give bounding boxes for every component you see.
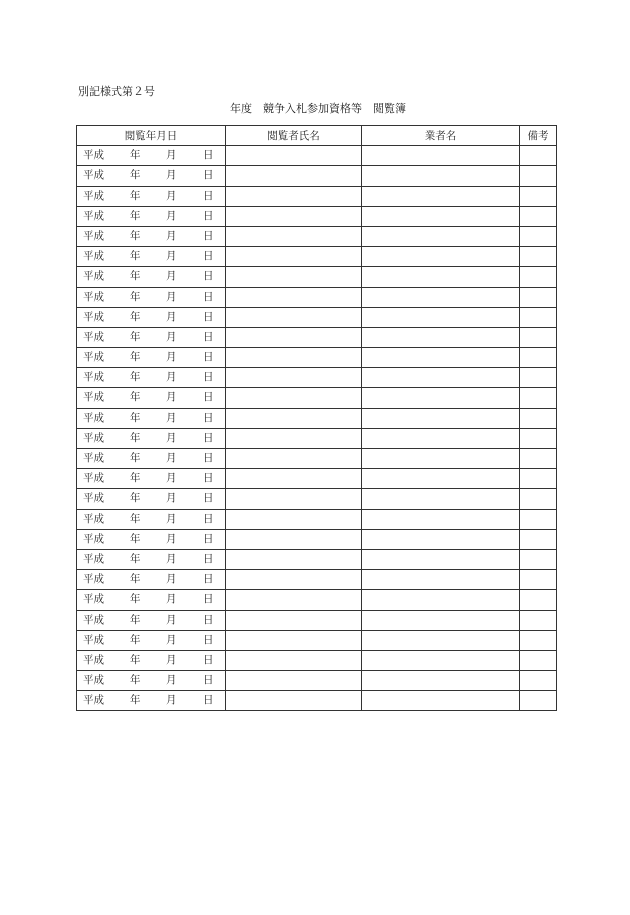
date-year-label: 年 bbox=[130, 552, 141, 565]
table-row bbox=[77, 489, 557, 509]
date-era-label: 平成 bbox=[83, 512, 104, 525]
date-month-label: 月 bbox=[166, 270, 177, 283]
company-name-cell[interactable] bbox=[362, 186, 520, 206]
table-row bbox=[77, 549, 557, 569]
date-day-label: 日 bbox=[203, 371, 214, 384]
date-year-label: 年 bbox=[130, 330, 141, 343]
company-name-cell[interactable] bbox=[362, 469, 520, 489]
viewing-date-cell bbox=[77, 610, 226, 630]
company-name-cell[interactable] bbox=[362, 449, 520, 469]
date-month-label: 月 bbox=[166, 351, 177, 364]
date-month-label: 月 bbox=[166, 290, 177, 303]
viewer-name-cell[interactable] bbox=[226, 226, 362, 246]
viewing-date-cell bbox=[77, 166, 226, 186]
viewer-name-cell[interactable] bbox=[226, 307, 362, 327]
date-day-label: 日 bbox=[203, 411, 214, 424]
date-era-label: 平成 bbox=[83, 169, 104, 182]
date-month-label: 月 bbox=[166, 552, 177, 565]
remarks-cell[interactable] bbox=[520, 206, 557, 226]
table-row bbox=[77, 469, 557, 489]
viewer-name-cell[interactable] bbox=[226, 186, 362, 206]
date-day-label: 日 bbox=[203, 209, 214, 222]
viewer-name-cell[interactable] bbox=[226, 489, 362, 509]
company-name-cell[interactable] bbox=[362, 368, 520, 388]
date-year-label: 年 bbox=[130, 189, 141, 202]
viewer-name-cell[interactable] bbox=[226, 388, 362, 408]
company-name-cell[interactable] bbox=[362, 610, 520, 630]
date-month-label: 月 bbox=[166, 229, 177, 242]
remarks-cell[interactable] bbox=[520, 408, 557, 428]
viewing-date-cell bbox=[77, 186, 226, 206]
viewer-name-cell[interactable] bbox=[226, 469, 362, 489]
date-era-label: 平成 bbox=[83, 189, 104, 202]
viewing-date-cell bbox=[77, 226, 226, 246]
date-day-label: 日 bbox=[203, 149, 214, 162]
company-name-cell[interactable] bbox=[362, 408, 520, 428]
table-row bbox=[77, 186, 557, 206]
viewer-name-cell[interactable] bbox=[226, 691, 362, 711]
date-month-label: 月 bbox=[166, 512, 177, 525]
date-month-label: 月 bbox=[166, 431, 177, 444]
viewing-date-cell bbox=[77, 388, 226, 408]
remarks-cell[interactable] bbox=[520, 691, 557, 711]
table-row bbox=[77, 348, 557, 368]
company-name-cell[interactable] bbox=[362, 206, 520, 226]
company-name-cell[interactable] bbox=[362, 146, 520, 166]
table-row bbox=[77, 267, 557, 287]
date-year-label: 年 bbox=[130, 532, 141, 545]
date-era-label: 平成 bbox=[83, 633, 104, 646]
date-month-label: 月 bbox=[166, 593, 177, 606]
date-year-label: 年 bbox=[130, 250, 141, 263]
date-year-label: 年 bbox=[130, 411, 141, 424]
remarks-cell[interactable] bbox=[520, 449, 557, 469]
date-year-label: 年 bbox=[130, 371, 141, 384]
viewing-date-cell bbox=[77, 671, 226, 691]
table-row bbox=[77, 146, 557, 166]
table-row bbox=[77, 408, 557, 428]
date-year-label: 年 bbox=[130, 209, 141, 222]
viewing-date-cell bbox=[77, 650, 226, 670]
table-row bbox=[77, 529, 557, 549]
viewer-name-cell[interactable] bbox=[226, 509, 362, 529]
date-month-label: 月 bbox=[166, 310, 177, 323]
date-month-label: 月 bbox=[166, 452, 177, 464]
table-row bbox=[77, 590, 557, 610]
table-row bbox=[77, 307, 557, 327]
remarks-cell[interactable] bbox=[520, 368, 557, 388]
date-era-label: 平成 bbox=[83, 411, 104, 424]
viewer-name-cell[interactable] bbox=[226, 610, 362, 630]
remarks-cell[interactable] bbox=[520, 570, 557, 590]
viewing-date-cell bbox=[77, 146, 226, 166]
date-month-label: 月 bbox=[166, 411, 177, 424]
date-era-label: 平成 bbox=[83, 330, 104, 343]
date-era-label: 平成 bbox=[83, 552, 104, 565]
date-year-label: 年 bbox=[130, 229, 141, 242]
viewing-date-cell bbox=[77, 449, 226, 469]
table-row bbox=[77, 610, 557, 630]
date-month-label: 月 bbox=[166, 250, 177, 263]
viewer-name-cell[interactable] bbox=[226, 449, 362, 469]
remarks-cell[interactable] bbox=[520, 610, 557, 630]
document-title: 年度 競争入札参加資格等 閲覧簿 bbox=[230, 102, 406, 115]
remarks-cell[interactable] bbox=[520, 307, 557, 327]
date-era-label: 平成 bbox=[83, 593, 104, 606]
viewer-name-cell[interactable] bbox=[226, 408, 362, 428]
remarks-cell[interactable] bbox=[520, 348, 557, 368]
company-name-cell[interactable] bbox=[362, 428, 520, 448]
header-viewer-name: 閲覧者氏名 bbox=[226, 126, 362, 146]
viewing-date-cell bbox=[77, 267, 226, 287]
date-month-label: 月 bbox=[166, 472, 177, 485]
date-day-label: 日 bbox=[203, 573, 214, 586]
date-year-label: 年 bbox=[130, 694, 141, 707]
company-name-cell[interactable] bbox=[362, 549, 520, 569]
company-name-cell[interactable] bbox=[362, 630, 520, 650]
table-row bbox=[77, 509, 557, 529]
viewing-register-table bbox=[76, 125, 557, 711]
company-name-cell[interactable] bbox=[362, 307, 520, 327]
viewing-date-cell bbox=[77, 549, 226, 569]
company-name-cell[interactable] bbox=[362, 509, 520, 529]
date-day-label: 日 bbox=[203, 532, 214, 545]
viewing-date-cell bbox=[77, 348, 226, 368]
date-year-label: 年 bbox=[130, 492, 141, 505]
company-name-cell[interactable] bbox=[362, 327, 520, 347]
date-month-label: 月 bbox=[166, 532, 177, 545]
viewer-name-cell[interactable] bbox=[226, 590, 362, 610]
table-row bbox=[77, 671, 557, 691]
table-row bbox=[77, 650, 557, 670]
viewing-date-cell bbox=[77, 247, 226, 267]
table-row bbox=[77, 287, 557, 307]
viewing-date-cell bbox=[77, 469, 226, 489]
date-era-label: 平成 bbox=[83, 472, 104, 485]
table-body bbox=[77, 146, 557, 711]
date-era-label: 平成 bbox=[83, 492, 104, 505]
remarks-cell[interactable] bbox=[520, 226, 557, 246]
date-era-label: 平成 bbox=[83, 613, 104, 626]
date-year-label: 年 bbox=[130, 351, 141, 364]
remarks-cell[interactable] bbox=[520, 166, 557, 186]
viewing-date-cell bbox=[77, 489, 226, 509]
viewing-date-cell bbox=[77, 630, 226, 650]
remarks-cell[interactable] bbox=[520, 529, 557, 549]
date-day-label: 日 bbox=[203, 351, 214, 364]
table-header-row bbox=[77, 126, 557, 146]
viewer-name-cell[interactable] bbox=[226, 287, 362, 307]
date-year-label: 年 bbox=[130, 452, 141, 464]
company-name-cell[interactable] bbox=[362, 529, 520, 549]
date-year-label: 年 bbox=[130, 391, 141, 404]
date-era-label: 平成 bbox=[83, 229, 104, 242]
company-name-cell[interactable] bbox=[362, 590, 520, 610]
remarks-cell[interactable] bbox=[520, 509, 557, 529]
date-month-label: 月 bbox=[166, 189, 177, 202]
viewer-name-cell[interactable] bbox=[226, 630, 362, 650]
date-era-label: 平成 bbox=[83, 149, 104, 162]
date-era-label: 平成 bbox=[83, 674, 104, 687]
remarks-cell[interactable] bbox=[520, 428, 557, 448]
remarks-cell[interactable] bbox=[520, 590, 557, 610]
viewer-name-cell[interactable] bbox=[226, 348, 362, 368]
date-era-label: 平成 bbox=[83, 209, 104, 222]
company-name-cell[interactable] bbox=[362, 287, 520, 307]
date-day-label: 日 bbox=[203, 694, 214, 707]
table-row bbox=[77, 368, 557, 388]
viewing-date-cell bbox=[77, 206, 226, 226]
date-year-label: 年 bbox=[130, 149, 141, 162]
viewer-name-cell[interactable] bbox=[226, 146, 362, 166]
date-year-label: 年 bbox=[130, 613, 141, 626]
remarks-cell[interactable] bbox=[520, 327, 557, 347]
header-viewing-date: 閲覧年月日 bbox=[77, 126, 226, 146]
date-day-label: 日 bbox=[203, 310, 214, 323]
date-month-label: 月 bbox=[166, 573, 177, 586]
remarks-cell[interactable] bbox=[520, 388, 557, 408]
table-row bbox=[77, 327, 557, 347]
date-day-label: 日 bbox=[203, 290, 214, 303]
header-remarks: 備考 bbox=[520, 126, 557, 146]
date-month-label: 月 bbox=[166, 330, 177, 343]
form-number: 別記様式第２号 bbox=[78, 85, 155, 98]
viewing-date-cell bbox=[77, 327, 226, 347]
table-row bbox=[77, 630, 557, 650]
date-month-label: 月 bbox=[166, 613, 177, 626]
date-day-label: 日 bbox=[203, 330, 214, 343]
date-day-label: 日 bbox=[203, 250, 214, 263]
company-name-cell[interactable] bbox=[362, 489, 520, 509]
date-day-label: 日 bbox=[203, 633, 214, 646]
date-year-label: 年 bbox=[130, 472, 141, 485]
remarks-cell[interactable] bbox=[520, 650, 557, 670]
date-month-label: 月 bbox=[166, 694, 177, 707]
remarks-cell[interactable] bbox=[520, 146, 557, 166]
company-name-cell[interactable] bbox=[362, 650, 520, 670]
date-era-label: 平成 bbox=[83, 371, 104, 384]
viewer-name-cell[interactable] bbox=[226, 247, 362, 267]
remarks-cell[interactable] bbox=[520, 671, 557, 691]
table-row bbox=[77, 388, 557, 408]
remarks-cell[interactable] bbox=[520, 630, 557, 650]
date-month-label: 月 bbox=[166, 492, 177, 505]
date-month-label: 月 bbox=[166, 674, 177, 687]
date-year-label: 年 bbox=[130, 653, 141, 666]
date-day-label: 日 bbox=[203, 492, 214, 505]
viewing-date-cell bbox=[77, 509, 226, 529]
viewing-date-cell bbox=[77, 691, 226, 711]
viewing-date-cell bbox=[77, 529, 226, 549]
date-day-label: 日 bbox=[203, 189, 214, 202]
date-era-label: 平成 bbox=[83, 310, 104, 323]
company-name-cell[interactable] bbox=[362, 570, 520, 590]
company-name-cell[interactable] bbox=[362, 267, 520, 287]
date-month-label: 月 bbox=[166, 371, 177, 384]
viewing-date-cell bbox=[77, 287, 226, 307]
date-day-label: 日 bbox=[203, 512, 214, 525]
date-day-label: 日 bbox=[203, 229, 214, 242]
date-era-label: 平成 bbox=[83, 250, 104, 263]
viewer-name-cell[interactable] bbox=[226, 650, 362, 670]
date-year-label: 年 bbox=[130, 290, 141, 303]
company-name-cell[interactable] bbox=[362, 247, 520, 267]
date-era-label: 平成 bbox=[83, 270, 104, 283]
date-day-label: 日 bbox=[203, 653, 214, 666]
date-year-label: 年 bbox=[130, 169, 141, 182]
viewer-name-cell[interactable] bbox=[226, 529, 362, 549]
date-year-label: 年 bbox=[130, 431, 141, 444]
viewer-name-cell[interactable] bbox=[226, 671, 362, 691]
date-day-label: 日 bbox=[203, 674, 214, 687]
date-era-label: 平成 bbox=[83, 532, 104, 545]
remarks-cell[interactable] bbox=[520, 267, 557, 287]
company-name-cell[interactable] bbox=[362, 671, 520, 691]
viewing-date-cell bbox=[77, 570, 226, 590]
date-year-label: 年 bbox=[130, 573, 141, 586]
date-year-label: 年 bbox=[130, 633, 141, 646]
remarks-cell[interactable] bbox=[520, 186, 557, 206]
date-era-label: 平成 bbox=[83, 351, 104, 364]
date-day-label: 日 bbox=[203, 169, 214, 182]
date-month-label: 月 bbox=[166, 149, 177, 162]
viewer-name-cell[interactable] bbox=[226, 570, 362, 590]
company-name-cell[interactable] bbox=[362, 348, 520, 368]
date-month-label: 月 bbox=[166, 169, 177, 182]
table-row bbox=[77, 570, 557, 590]
date-era-label: 平成 bbox=[83, 391, 104, 404]
viewer-name-cell[interactable] bbox=[226, 166, 362, 186]
date-year-label: 年 bbox=[130, 512, 141, 525]
viewer-name-cell[interactable] bbox=[226, 428, 362, 448]
header-company-name: 業者名 bbox=[362, 126, 520, 146]
remarks-cell[interactable] bbox=[520, 247, 557, 267]
viewing-date-cell bbox=[77, 368, 226, 388]
date-month-label: 月 bbox=[166, 391, 177, 404]
date-era-label: 平成 bbox=[83, 290, 104, 303]
date-day-label: 日 bbox=[203, 431, 214, 444]
date-day-label: 日 bbox=[203, 391, 214, 404]
date-day-label: 日 bbox=[203, 452, 214, 464]
date-year-label: 年 bbox=[130, 310, 141, 323]
table-row bbox=[77, 428, 557, 448]
date-day-label: 日 bbox=[203, 593, 214, 606]
date-month-label: 月 bbox=[166, 633, 177, 646]
viewer-name-cell[interactable] bbox=[226, 327, 362, 347]
date-era-label: 平成 bbox=[83, 694, 104, 707]
viewing-date-cell bbox=[77, 428, 226, 448]
company-name-cell[interactable] bbox=[362, 388, 520, 408]
company-name-cell[interactable] bbox=[362, 691, 520, 711]
date-year-label: 年 bbox=[130, 593, 141, 606]
table-row bbox=[77, 166, 557, 186]
remarks-cell[interactable] bbox=[520, 287, 557, 307]
date-day-label: 日 bbox=[203, 472, 214, 485]
remarks-cell[interactable] bbox=[520, 469, 557, 489]
remarks-cell[interactable] bbox=[520, 549, 557, 569]
date-era-label: 平成 bbox=[83, 452, 104, 464]
date-era-label: 平成 bbox=[83, 653, 104, 666]
company-name-cell[interactable] bbox=[362, 226, 520, 246]
date-month-label: 月 bbox=[166, 653, 177, 666]
table-row bbox=[77, 206, 557, 226]
table-row bbox=[77, 691, 557, 711]
viewer-name-cell[interactable] bbox=[226, 206, 362, 226]
viewer-name-cell[interactable] bbox=[226, 368, 362, 388]
table-row bbox=[77, 247, 557, 267]
viewing-date-cell bbox=[77, 307, 226, 327]
table-row bbox=[77, 226, 557, 246]
viewing-date-cell bbox=[77, 408, 226, 428]
date-day-label: 日 bbox=[203, 552, 214, 565]
date-era-label: 平成 bbox=[83, 573, 104, 586]
date-day-label: 日 bbox=[203, 270, 214, 283]
viewer-name-cell[interactable] bbox=[226, 549, 362, 569]
date-day-label: 日 bbox=[203, 613, 214, 626]
date-month-label: 月 bbox=[166, 209, 177, 222]
date-year-label: 年 bbox=[130, 674, 141, 687]
viewer-name-cell[interactable] bbox=[226, 267, 362, 287]
date-year-label: 年 bbox=[130, 270, 141, 283]
date-era-label: 平成 bbox=[83, 431, 104, 444]
company-name-cell[interactable] bbox=[362, 166, 520, 186]
table-row bbox=[77, 449, 557, 469]
remarks-cell[interactable] bbox=[520, 489, 557, 509]
viewing-date-cell bbox=[77, 590, 226, 610]
